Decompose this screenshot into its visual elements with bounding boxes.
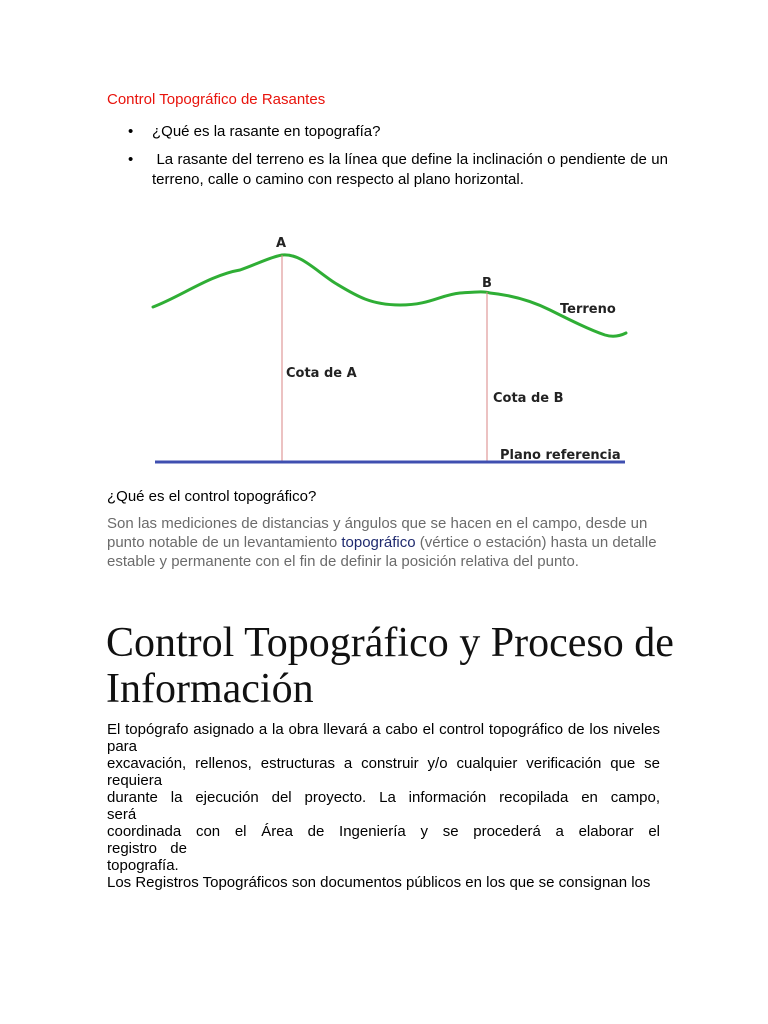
cota-b-label: Cota de B	[493, 391, 564, 406]
body-line: El topógrafo asignado a la obra llevará a cabo el control topográfico de los niveles	[107, 721, 660, 738]
bullet-item	[128, 150, 673, 190]
body-line: Los Registros Topográficos son documentos públicos en los que se consignan los	[107, 874, 651, 891]
rasante-diagram	[140, 225, 640, 475]
body-line: excavación, rellenos, estructuras a construir y/o cualquier verificación que se	[107, 755, 660, 772]
topografico-link[interactable]: topográfico	[341, 534, 416, 551]
definition-text-after: (vértice o estación) hasta un detalle estable y permanente con el fin de definir la posición relativa del punto.	[107, 534, 657, 570]
body-line: requiera	[107, 772, 163, 789]
bullet-item	[128, 122, 668, 142]
body-line: para	[107, 738, 138, 755]
bullet-icon: •	[128, 123, 134, 140]
page-title: Control Topográfico y Proceso de Información	[106, 620, 674, 712]
bullet-text: La rasante del terreno es la línea que define la inclinación o pendiente de un terreno, calle o camino con respecto al plano horizontal.	[152, 151, 673, 188]
terrain-label: Terreno	[560, 302, 616, 317]
bullet-icon: •	[128, 151, 134, 168]
plane-label: Plano referencia	[500, 448, 621, 463]
section-heading: Control Topográfico de Rasantes	[107, 91, 326, 108]
label-b: B	[482, 276, 492, 291]
bullet-text: ¿Qué es la rasante en topografía?	[152, 123, 381, 140]
definition-text-before: Son las mediciones de distancias y ángulos que se hacen en el campo, desde un punto notable de un levantamiento	[107, 515, 648, 551]
question-heading: ¿Qué es el control topográfico?	[107, 488, 317, 505]
body-paragraph	[107, 721, 660, 891]
terrain-line	[153, 255, 626, 336]
definition-paragraph	[107, 514, 667, 571]
bullet-list	[128, 122, 673, 198]
body-line: coordinada con el Área de Ingeniería y se procederá a elaborar el	[107, 823, 660, 840]
label-a: A	[276, 236, 287, 251]
cota-a-label: Cota de A	[286, 366, 357, 381]
body-line: durante la ejecución del proyecto. La información recopilada en campo,	[107, 789, 660, 806]
body-line: será	[107, 806, 137, 823]
body-line: registro de	[107, 840, 187, 857]
body-line: topografía.	[107, 857, 179, 874]
